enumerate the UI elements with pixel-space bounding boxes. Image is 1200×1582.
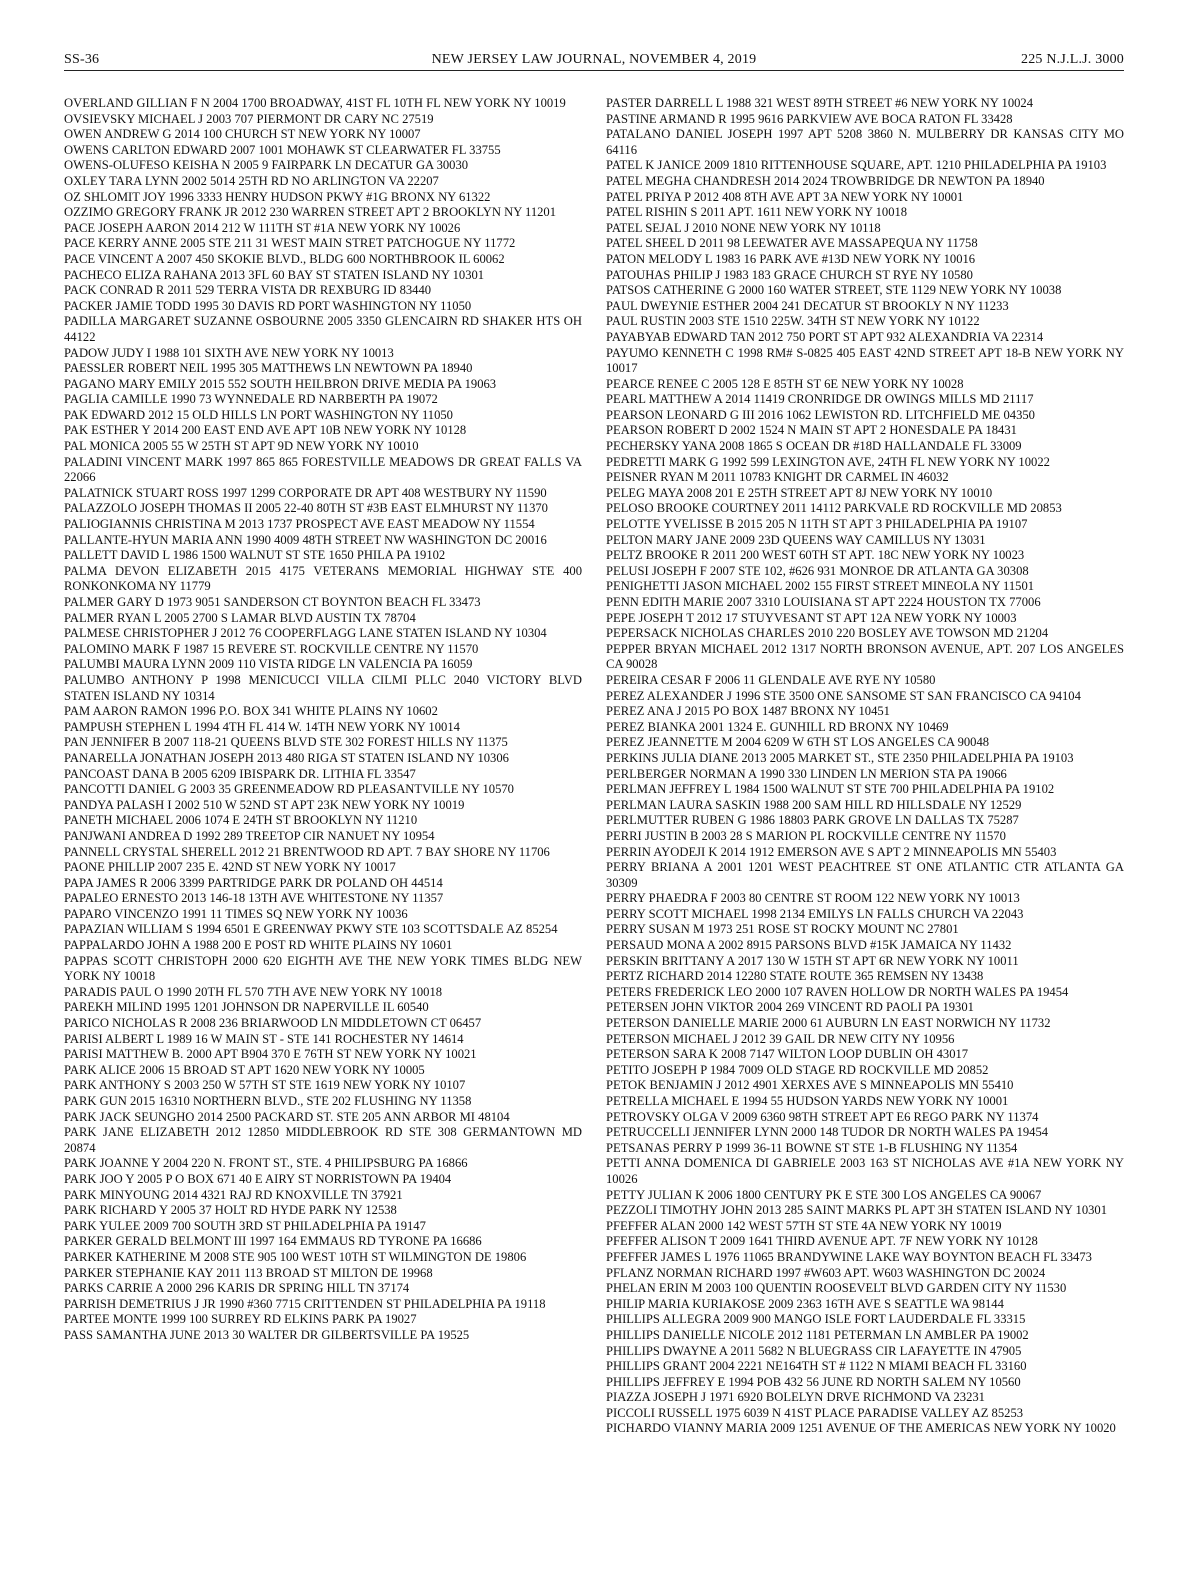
attorney-entry: PHILLIPS DANIELLE NICOLE 2012 1181 PETERMAN LN AMBLER PA 19002	[606, 1327, 1029, 1342]
attorney-entry: PETOK BENJAMIN J 2012 4901 XERXES AVE S MINNEAPOLIS MN 55410	[606, 1078, 1014, 1093]
attorney-entry: PEPPER BRYAN MICHAEL 2012 1317 NORTH BRONSON AVENUE, APT. 207 LOS ANGELES CA 90028	[606, 641, 1124, 672]
citation: 225 N.J.L.J. 3000	[1021, 52, 1124, 67]
attorney-entry: PASTINE ARMAND R 1995 9616 PARKVIEW AVE BOCA RATON FL 33428	[606, 111, 1013, 126]
attorney-entry: PERKINS JULIA DIANE 2013 2005 MARKET ST., STE 2350 PHILADELPHIA PA 19103	[606, 750, 1074, 765]
attorney-entry: PATEL RISHIN S 2011 APT. 1611 NEW YORK NY 10018	[606, 205, 908, 220]
attorney-entry: PACE KERRY ANNE 2005 STE 211 31 WEST MAIN STRET PATCHOGUE NY 11772	[64, 236, 516, 251]
attorney-entry: PAPPALARDO JOHN A 1988 200 E POST RD WHITE PLAINS NY 10601	[64, 938, 453, 953]
attorney-entry: PECHERSKY YANA 2008 1865 S OCEAN DR #18D HALLANDALE FL 33009	[606, 439, 1022, 454]
right-column	[606, 96, 1124, 1437]
attorney-entry: PARK GUN 2015 16310 NORTHERN BLVD., STE 202 FLUSHING NY 11358	[64, 1094, 472, 1108]
attorney-entry: PALMA DEVON ELIZABETH 2015 4175 VETERANS MEMORIAL HIGHWAY STE 400 RONKONKOMA NY 11779	[64, 563, 582, 594]
attorney-entry: PETERSON MICHAEL J 2012 39 GAIL DR NEW CITY NY 10956	[606, 1031, 955, 1046]
attorney-entry: PHELAN ERIN M 2003 100 QUENTIN ROOSEVELT BLVD GARDEN CITY NY 11530	[606, 1281, 1067, 1296]
attorney-entry: PANARELLA JONATHAN JOSEPH 2013 480 RIGA ST STATEN ISLAND NY 10306	[64, 750, 509, 765]
attorney-entry: PETERSEN JOHN VIKTOR 2004 269 VINCENT RD PAOLI PA 19301	[606, 1000, 974, 1015]
attorney-entry: PAONE PHILLIP 2007 235 E. 42ND ST NEW YORK NY 10017	[64, 860, 396, 875]
attorney-entry: PAPAZIAN WILLIAM S 1994 6501 E GREENWAY PKWY STE 103 SCOTTSDALE AZ 85254	[64, 922, 558, 937]
attorney-entry: PEARSON LEONARD G III 2016 1062 LEWISTON RD. LITCHFIELD ME 04350	[606, 407, 1035, 422]
attorney-entry: PFEFFER ALAN 2000 142 WEST 57TH ST STE 4A NEW YORK NY 10019	[606, 1218, 1002, 1233]
attorney-entry: PERLMAN LAURA SASKIN 1988 200 SAM HILL RD HILLSDALE NY 12529	[606, 797, 1022, 812]
attorney-entry: PENN EDITH MARIE 2007 3310 LOUISIANA ST APT 2224 HOUSTON TX 77006	[606, 595, 1041, 609]
attorney-entry: PALAZZOLO JOSEPH THOMAS II 2005 22-40 80TH ST #3B EAST ELMHURST NY 11370	[64, 501, 548, 516]
attorney-entry: PARKS CARRIE A 2000 296 KARIS DR SPRING HILL TN 37174	[64, 1281, 410, 1296]
attorney-entry: OWEN ANDREW G 2014 100 CHURCH ST NEW YORK NY 10007	[64, 127, 421, 142]
attorney-entry: PERTZ RICHARD 2014 12280 STATE ROUTE 365 REMSEN NY 13438	[606, 969, 984, 984]
attorney-entry: PEZZOLI TIMOTHY JOHN 2013 285 SAINT MARKS PL APT 3H STATEN ISLAND NY 10301	[606, 1203, 1108, 1218]
attorney-entry: PETERSON DANIELLE MARIE 2000 61 AUBURN LN EAST NORWICH NY 11732	[606, 1016, 1051, 1031]
attorney-entry: PASS SAMANTHA JUNE 2013 30 WALTER DR GILBERTSVILLE PA 19525	[64, 1327, 470, 1342]
attorney-entry: PETROVSKY OLGA V 2009 6360 98TH STREET APT E6 REGO PARK NY 11374	[606, 1109, 1039, 1124]
attorney-entry: PEPE JOSEPH T 2012 17 STUYVESANT ST APT 12A NEW YORK NY 10003	[606, 610, 1017, 625]
attorney-entry: OXLEY TARA LYNN 2002 5014 25TH RD NO ARLINGTON VA 22207	[64, 173, 439, 188]
attorney-entry: PAPARO VINCENZO 1991 11 TIMES SQ NEW YORK NY 10036	[64, 906, 408, 921]
attorney-entry: PEREZ ANA J 2015 PO BOX 1487 BRONX NY 10451	[606, 704, 890, 719]
attorney-entry: PETTY JULIAN K 2006 1800 CENTURY PK E STE 300 LOS ANGELES CA 90067	[606, 1187, 1042, 1202]
attorney-entry: PATEL MEGHA CHANDRESH 2014 2024 TROWBRIDGE DR NEWTON PA 18940	[606, 173, 1045, 188]
attorney-entry: PERLMAN JEFFREY L 1984 1500 WALNUT ST STE 700 PHILADELPHIA PA 19102	[606, 782, 1055, 797]
attorney-entry: PFEFFER JAMES L 1976 11065 BRANDYWINE LAKE WAY BOYNTON BEACH FL 33473	[606, 1249, 1092, 1264]
page-code: SS-36	[64, 52, 100, 67]
attorney-entry: PALMER GARY D 1973 9051 SANDERSON CT BOYNTON BEACH FL 33473	[64, 595, 481, 609]
left-column	[64, 96, 582, 1344]
attorney-entry: PEPERSACK NICHOLAS CHARLES 2010 220 BOSLEY AVE TOWSON MD 21204	[606, 626, 1049, 641]
attorney-entry: PERRY SCOTT MICHAEL 1998 2134 EMILYS LN FALLS CHURCH VA 22043	[606, 906, 1024, 921]
attorney-entry: PAK ESTHER Y 2014 200 EAST END AVE APT 10B NEW YORK NY 10128	[64, 423, 467, 438]
attorney-entry: PAGANO MARY EMILY 2015 552 SOUTH HEILBRON DRIVE MEDIA PA 19063	[64, 376, 497, 391]
publication-title: NEW JERSEY LAW JOURNAL, NOVEMBER 4, 2019	[431, 52, 757, 67]
attorney-entry: PANCOTTI DANIEL G 2003 35 GREENMEADOW RD PLEASANTVILLE NY 10570	[64, 782, 514, 797]
attorney-entry: PARADIS PAUL O 1990 20TH FL 570 7TH AVE NEW YORK NY 10018	[64, 984, 443, 999]
attorney-entry: PARICO NICHOLAS R 2008 236 BRIARWOOD LN MIDDLETOWN CT 06457	[64, 1016, 482, 1031]
attorney-entry: PELTON MARY JANE 2009 23D QUEENS WAY CAMILLUS NY 13031	[606, 532, 986, 547]
attorney-entry: PARK MINYOUNG 2014 4321 RAJ RD KNOXVILLE TN 37921	[64, 1187, 403, 1202]
attorney-entry: PANETH MICHAEL 2006 1074 E 24TH ST BROOKLYN NY 11210	[64, 813, 418, 828]
attorney-entry: PEARSON ROBERT D 2002 1524 N MAIN ST APT 2 HONESDALE PA 18431	[606, 423, 1017, 438]
attorney-entry: PETRELLA MICHAEL E 1994 55 HUDSON YARDS NEW YORK NY 10001	[606, 1094, 1009, 1108]
attorney-entry: PERLBERGER NORMAN A 1990 330 LINDEN LN MERION STA PA 19066	[606, 766, 1007, 781]
attorney-entry: PHILLIPS JEFFREY E 1994 POB 432 56 JUNE RD NORTH SALEM NY 10560	[606, 1374, 1021, 1389]
attorney-entry: PELTZ BROOKE R 2011 200 WEST 60TH ST APT. 18C NEW YORK NY 10023	[606, 548, 1025, 563]
attorney-entry: PHILLIPS GRANT 2004 2221 NE164TH ST # 1122 N MIAMI BEACH FL 33160	[606, 1359, 1027, 1374]
attorney-entry: PERRY PHAEDRA F 2003 80 CENTRE ST ROOM 122 NEW YORK NY 10013	[606, 891, 1020, 906]
attorney-entry: PAL MONICA 2005 55 W 25TH ST APT 9D NEW YORK NY 10010	[64, 439, 419, 454]
attorney-entry: PEDRETTI MARK G 1992 599 LEXINGTON AVE, 24TH FL NEW YORK NY 10022	[606, 454, 1050, 469]
attorney-entry: PAESSLER ROBERT NEIL 1995 305 MATTHEWS LN NEWTOWN PA 18940	[64, 361, 473, 376]
attorney-entry: PHILLIPS DWAYNE A 2011 5682 N BLUEGRASS CIR LAFAYETTE IN 47905	[606, 1343, 1022, 1358]
attorney-entry: PEARL MATTHEW A 2014 11419 CRONRIDGE DR OWINGS MILLS MD 21117	[606, 392, 1034, 407]
attorney-entry: PACE JOSEPH AARON 2014 212 W 111TH ST #1A NEW YORK NY 10026	[64, 220, 461, 235]
attorney-entry: PARRISH DEMETRIUS J JR 1990 #360 7715 CRITTENDEN ST PHILADELPHIA PA 19118	[64, 1296, 546, 1311]
attorney-entry: PARK YULEE 2009 700 SOUTH 3RD ST PHILADELPHIA PA 19147	[64, 1218, 426, 1233]
attorney-entry: PATEL K JANICE 2009 1810 RITTENHOUSE SQUARE, APT. 1210 PHILADELPHIA PA 19103	[606, 158, 1107, 173]
attorney-entry: OVSIEVSKY MICHAEL J 2003 707 PIERMONT DR CARY NC 27519	[64, 111, 434, 126]
attorney-entry: PARKER KATHERINE M 2008 STE 905 100 WEST 10TH ST WILMINGTON DE 19806	[64, 1249, 527, 1264]
attorney-entry: PELEG MAYA 2008 201 E 25TH STREET APT 8J NEW YORK NY 10010	[606, 485, 993, 500]
attorney-entry: PERRI JUSTIN B 2003 28 S MARION PL ROCKVILLE CENTRE NY 11570	[606, 828, 1006, 843]
attorney-entry: PAM AARON RAMON 1996 P.O. BOX 341 WHITE PLAINS NY 10602	[64, 704, 438, 719]
attorney-entry: PAPA JAMES R 2006 3399 PARTRIDGE PARK DR POLAND OH 44514	[64, 875, 443, 890]
attorney-entry: PARK JOANNE Y 2004 220 N. FRONT ST., STE. 4 PHILIPSBURG PA 16866	[64, 1156, 468, 1171]
page-header	[64, 50, 1124, 71]
attorney-entry: PETITO JOSEPH P 1984 7009 OLD STAGE RD ROCKVILLE MD 20852	[606, 1062, 989, 1077]
attorney-entry: PATEL SHEEL D 2011 98 LEEWATER AVE MASSAPEQUA NY 11758	[606, 236, 978, 251]
attorney-entry: PERRIN AYODEJI K 2014 1912 EMERSON AVE S APT 2 MINNEAPOLIS MN 55403	[606, 844, 1057, 859]
attorney-entry: PARK RICHARD Y 2005 37 HOLT RD HYDE PARK NY 12538	[64, 1203, 397, 1218]
attorney-entry: PETSANAS PERRY P 1999 36-11 BOWNE ST STE 1-B FLUSHING NY 11354	[606, 1140, 1018, 1155]
attorney-entry: PALLETT DAVID L 1986 1500 WALNUT ST STE 1650 PHILA PA 19102	[64, 548, 446, 563]
attorney-entry: OVERLAND GILLIAN F N 2004 1700 BROADWAY, 41ST FL 10TH FL NEW YORK NY 10019	[64, 96, 566, 110]
attorney-entry: PETTI ANNA DOMENICA DI GABRIELE 2003 163 ST NICHOLAS AVE #1A NEW YORK NY 10026	[606, 1156, 1124, 1186]
attorney-entry: PALADINI VINCENT MARK 1997 865 865 FORESTVILLE MEADOWS DR GREAT FALLS VA 22066	[64, 454, 582, 485]
attorney-entry: PATSOS CATHERINE G 2000 160 WATER STREET, STE 1129 NEW YORK NY 10038	[606, 283, 1062, 298]
attorney-entry: PEARCE RENEE C 2005 128 E 85TH ST 6E NEW YORK NY 10028	[606, 376, 964, 391]
attorney-entry: PAPALEO ERNESTO 2013 146-18 13TH AVE WHITESTONE NY 11357	[64, 891, 444, 906]
attorney-entry: PFLANZ NORMAN RICHARD 1997 #W603 APT. W603 WASHINGTON DC 20024	[606, 1265, 1046, 1280]
attorney-entry: PAYABYAB EDWARD TAN 2012 750 PORT ST APT 932 ALEXANDRIA VA 22314	[606, 329, 1044, 344]
attorney-entry: PEREZ BIANKA 2001 1324 E. GUNHILL RD BRONX NY 10469	[606, 719, 949, 734]
attorney-entry: PENIGHETTI JASON MICHAEL 2002 155 FIRST STREET MINEOLA NY 11501	[606, 579, 1035, 594]
attorney-entry: OZZIMO GREGORY FRANK JR 2012 230 WARREN STREET APT 2 BROOKLYN NY 11201	[64, 205, 557, 220]
attorney-entry: PARISI ALBERT L 1989 16 W MAIN ST - STE 141 ROCHESTER NY 14614	[64, 1031, 464, 1046]
attorney-entry: PIAZZA JOSEPH J 1971 6920 BOLELYN DRVE RICHMOND VA 23231	[606, 1390, 985, 1405]
attorney-entry: PEISNER RYAN M 2011 10783 KNIGHT DR CARMEL IN 46032	[606, 470, 949, 485]
attorney-entry: PAUL RUSTIN 2003 STE 1510 225W. 34TH ST NEW YORK NY 10122	[606, 314, 980, 329]
attorney-entry: PATEL SEJAL J 2010 NONE NEW YORK NY 10118	[606, 220, 881, 235]
attorney-entry: PEREIRA CESAR F 2006 11 GLENDALE AVE RYE NY 10580	[606, 672, 936, 687]
attorney-entry: OZ SHLOMIT JOY 1996 3333 HENRY HUDSON PKWY #1G BRONX NY 61322	[64, 189, 491, 204]
attorney-entry: PALUMBO ANTHONY P 1998 MENICUCCI VILLA CILMI PLLC 2040 VICTORY BLVD STATEN ISLAND NY 10314	[64, 672, 582, 703]
attorney-entry: PAUL DWEYNIE ESTHER 2004 241 DECATUR ST BROOKLY N NY 11233	[606, 298, 1009, 313]
attorney-entry: PERSAUD MONA A 2002 8915 PARSONS BLVD #15K JAMAICA NY 11432	[606, 938, 1012, 953]
attorney-entry: PAMPUSH STEPHEN L 1994 4TH FL 414 W. 14TH NEW YORK NY 10014	[64, 719, 460, 734]
attorney-entry: PAREKH MILIND 1995 1201 JOHNSON DR NAPERVILLE IL 60540	[64, 1000, 429, 1015]
attorney-entry: PARKER GERALD BELMONT III 1997 164 EMMAUS RD TYRONE PA 16686	[64, 1234, 482, 1249]
attorney-entry: PADILLA MARGARET SUZANNE OSBOURNE 2005 3350 GLENCAIRN RD SHAKER HTS OH 44122	[64, 314, 582, 344]
attorney-entry: PETERSON SARA K 2008 7147 WILTON LOOP DUBLIN OH 43017	[606, 1047, 969, 1062]
attorney-entry: PATEL PRIYA P 2012 408 8TH AVE APT 3A NEW YORK NY 10001	[606, 189, 964, 204]
attorney-entry: PANJWANI ANDREA D 1992 289 TREETOP CIR NANUET NY 10954	[64, 828, 435, 843]
attorney-entry: PALUMBI MAURA LYNN 2009 110 VISTA RIDGE LN VALENCIA PA 16059	[64, 657, 473, 672]
attorney-entry: PARISI MATTHEW B. 2000 APT B904 370 E 76TH ST NEW YORK NY 10021	[64, 1047, 477, 1062]
attorney-entry: OWENS CARLTON EDWARD 2007 1001 MOHAWK ST CLEARWATER FL 33755	[64, 142, 501, 157]
attorney-entry: PEREZ ALEXANDER J 1996 STE 3500 ONE SANSOME ST SAN FRANCISCO CA 94104	[606, 688, 1081, 703]
attorney-entry: PELOSO BROOKE COURTNEY 2011 14112 PARKVALE RD ROCKVILLE MD 20853	[606, 501, 1062, 516]
attorney-entry: PELUSI JOSEPH F 2007 STE 102, #626 931 MONROE DR ATLANTA GA 30308	[606, 563, 1029, 578]
attorney-entry: PATALANO DANIEL JOSEPH 1997 APT 5208 3860 N. MULBERRY DR KANSAS CITY MO 64116	[606, 127, 1124, 157]
attorney-entry: PATON MELODY L 1983 16 PARK AVE #13D NEW YORK NY 10016	[606, 251, 976, 266]
attorney-entry: PARK ALICE 2006 15 BROAD ST APT 1620 NEW YORK NY 10005	[64, 1062, 425, 1077]
attorney-entry: PICHARDO VIANNY MARIA 2009 1251 AVENUE OF THE AMERICAS NEW YORK NY 10020	[606, 1421, 1116, 1436]
attorney-entry: PADOW JUDY I 1988 101 SIXTH AVE NEW YORK NY 10013	[64, 345, 394, 360]
attorney-entry: PARK ANTHONY S 2003 250 W 57TH ST STE 1619 NEW YORK NY 10107	[64, 1078, 466, 1093]
attorney-entry: PICCOLI RUSSELL 1975 6039 N 41ST PLACE PARADISE VALLEY AZ 85253	[606, 1405, 1024, 1420]
attorney-entry: PFEFFER ALISON T 2009 1641 THIRD AVENUE APT. 7F NEW YORK NY 10128	[606, 1234, 1038, 1249]
attorney-entry: PARK JACK SEUNGHO 2014 2500 PACKARD ST. STE 205 ANN ARBOR MI 48104	[64, 1109, 510, 1124]
attorney-entry: PALLANTE-HYUN MARIA ANN 1990 4009 48TH STREET NW WASHINGTON DC 20016	[64, 532, 547, 547]
attorney-entry: PAPPAS SCOTT CHRISTOPH 2000 620 EIGHTH AVE THE NEW YORK TIMES BLDG NEW YORK NY 10018	[64, 953, 582, 984]
attorney-entry: PACKER JAMIE TODD 1995 30 DAVIS RD PORT WASHINGTON NY 11050	[64, 298, 472, 313]
attorney-entry: PATOUHAS PHILIP J 1983 183 GRACE CHURCH ST RYE NY 10580	[606, 267, 973, 282]
attorney-entry: PERSKIN BRITTANY A 2017 130 W 15TH ST APT 6R NEW YORK NY 10011	[606, 953, 1019, 968]
attorney-entry: PETRUCCELLI JENNIFER LYNN 2000 148 TUDOR DR NORTH WALES PA 19454	[606, 1125, 1049, 1140]
attorney-entry: PARK JANE ELIZABETH 2012 12850 MIDDLEBROOK RD STE 308 GERMANTOWN MD 20874	[64, 1125, 582, 1155]
attorney-entry: PANDYA PALASH I 2002 510 W 52ND ST APT 23K NEW YORK NY 10019	[64, 797, 465, 812]
attorney-entry: PARK JOO Y 2005 P O BOX 671 40 E AIRY ST NORRISTOWN PA 19404	[64, 1171, 452, 1186]
attorney-entry: PERLMUTTER RUBEN G 1986 18803 PARK GROVE LN DALLAS TX 75287	[606, 813, 1019, 828]
attorney-entry: PAGLIA CAMILLE 1990 73 WYNNEDALE RD NARBERTH PA 19072	[64, 392, 438, 407]
attorney-entry: PACHECO ELIZA RAHANA 2013 3FL 60 BAY ST STATEN ISLAND NY 10301	[64, 267, 485, 282]
attorney-entry: PALIOGIANNIS CHRISTINA M 2013 1737 PROSPECT AVE EAST MEADOW NY 11554	[64, 517, 535, 532]
attorney-entry: PACK CONRAD R 2011 529 TERRA VISTA DR REXBURG ID 83440	[64, 283, 432, 298]
attorney-entry: PHILIP MARIA KURIAKOSE 2009 2363 16TH AVE S SEATTLE WA 98144	[606, 1296, 1004, 1311]
attorney-entry: PAN JENNIFER B 2007 118-21 QUEENS BLVD STE 302 FOREST HILLS NY 11375	[64, 735, 508, 750]
attorney-entry: PEREZ JEANNETTE M 2004 6209 W 6TH ST LOS ANGELES CA 90048	[606, 735, 990, 750]
attorney-entry: PELOTTE YVELISSE B 2015 205 N 11TH ST APT 3 PHILADELPHIA PA 19107	[606, 517, 1028, 532]
attorney-entry: PALMER RYAN L 2005 2700 S LAMAR BLVD AUSTIN TX 78704	[64, 610, 416, 625]
attorney-entry: PALOMINO MARK F 1987 15 REVERE ST. ROCKVILLE CENTRE NY 11570	[64, 641, 479, 656]
attorney-entry: PANNELL CRYSTAL SHERELL 2012 21 BRENTWOOD RD APT. 7 BAY SHORE NY 11706	[64, 844, 550, 859]
attorney-entry: PAK EDWARD 2012 15 OLD HILLS LN PORT WASHINGTON NY 11050	[64, 407, 453, 422]
attorney-entry: PHILLIPS ALLEGRA 2009 900 MANGO ISLE FORT LAUDERDALE FL 33315	[606, 1312, 1026, 1327]
attorney-entry: PARTEE MONTE 1999 100 SURREY RD ELKINS PARK PA 19027	[64, 1312, 417, 1327]
attorney-entry: PERRY SUSAN M 1973 251 ROSE ST ROCKY MOUNT NC 27801	[606, 922, 959, 937]
attorney-entry: PAYUMO KENNETH C 1998 RM# S-0825 405 EAST 42ND STREET APT 18-B NEW YORK NY 10017	[606, 345, 1124, 376]
attorney-entry: PARKER STEPHANIE KAY 2011 113 BROAD ST MILTON DE 19968	[64, 1265, 433, 1280]
attorney-entry: OWENS-OLUFESO KEISHA N 2005 9 FAIRPARK LN DECATUR GA 30030	[64, 158, 469, 173]
attorney-entry: PETERS FREDERICK LEO 2000 107 RAVEN HOLLOW DR NORTH WALES PA 19454	[606, 984, 1069, 999]
attorney-entry: PANCOAST DANA B 2005 6209 IBISPARK DR. LITHIA FL 33547	[64, 766, 416, 781]
attorney-entry: PASTER DARRELL L 1988 321 WEST 89TH STREET #6 NEW YORK NY 10024	[606, 96, 1034, 110]
attorney-entry: PALATNICK STUART ROSS 1997 1299 CORPORATE DR APT 408 WESTBURY NY 11590	[64, 485, 547, 500]
attorney-entry: PACE VINCENT A 2007 450 SKOKIE BLVD., BLDG 600 NORTHBROOK IL 60062	[64, 251, 505, 266]
attorney-entry: PALMESE CHRISTOPHER J 2012 76 COOPERFLAGG LANE STATEN ISLAND NY 10304	[64, 626, 547, 641]
attorney-entry: PERRY BRIANA A 2001 1201 WEST PEACHTREE ST ONE ATLANTIC CTR ATLANTA GA 30309	[606, 860, 1124, 890]
